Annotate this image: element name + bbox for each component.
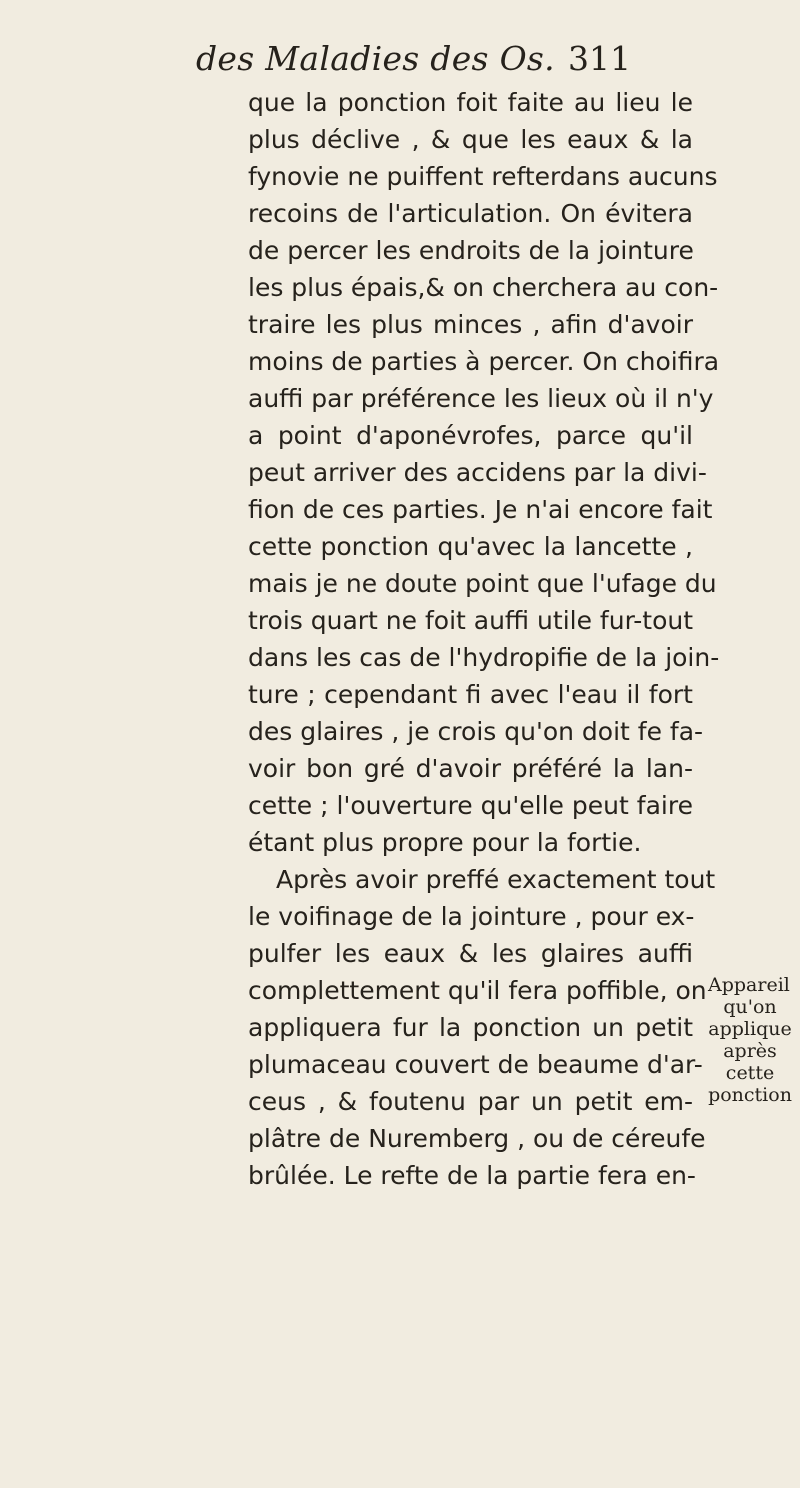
- text-line: complettement qu'il fera poffible, on: [248, 976, 707, 1005]
- text-line: plumaceau couvert de beaume d'ar-: [248, 1050, 703, 1079]
- margin-note-line: Appareil: [708, 974, 790, 996]
- text-line: le voifinage de la jointure , pour ex-: [248, 902, 695, 931]
- body-text: [248, 84, 720, 1194]
- running-title: des Maladies des Os.: [196, 39, 555, 78]
- text-line: plus déclive , & que les eaux & la: [248, 125, 693, 154]
- text-line: fynovie ne puiffent refterdans aucuns: [248, 162, 718, 191]
- text-line: a point d'aponévrofes, parce qu'il: [248, 421, 693, 450]
- margin-note-line: après: [723, 1040, 777, 1062]
- text-line: des glaires , je crois qu'on doit fe fa-: [248, 717, 704, 746]
- text-line: brûlée. Le refte de la partie fera en-: [248, 1161, 696, 1190]
- text-line: étant plus propre pour la fortie.: [248, 828, 642, 857]
- text-line: les plus épais,& on cherchera au con-: [248, 273, 719, 302]
- text-line: auffi par préférence les lieux où il n'y: [248, 384, 714, 413]
- text-line: que la ponction foit faite au lieu le: [248, 88, 693, 117]
- page-header: [196, 34, 786, 84]
- text-line: ture ; cependant fi avec l'eau il fort: [248, 680, 693, 709]
- text-line: trois quart ne foit auffi utile fur-tout: [248, 606, 694, 635]
- text-line: de percer les endroits de la jointure: [248, 236, 694, 265]
- text-line: mais je ne doute point que l'ufage du: [248, 569, 717, 598]
- text-line: peut arriver des accidens par la divi-: [248, 458, 707, 487]
- text-line: traire les plus minces , afin d'avoir: [248, 310, 693, 339]
- text-line: recoins de l'articulation. On évitera: [248, 199, 693, 228]
- margin-note-line: cette: [725, 1062, 775, 1084]
- text-line: plâtre de Nuremberg , ou de céreufe: [248, 1124, 706, 1153]
- text-line: appliquera fur la ponction un petit: [248, 1013, 693, 1042]
- text-line: Après avoir preffé exactement tout: [276, 865, 716, 894]
- margin-note-line: qu'on: [723, 996, 777, 1018]
- margin-note-line: applique: [708, 1018, 792, 1040]
- text-line: voir bon gré d'avoir préféré la lan-: [248, 754, 693, 783]
- text-line: pulfer les eaux & les glaires auffi: [248, 939, 693, 968]
- text-line: dans les cas de l'hydropifie de la join-: [248, 643, 720, 672]
- text-line: fion de ces parties. Je n'ai encore fait: [248, 495, 713, 524]
- text-line: moins de parties à percer. On choifira: [248, 347, 720, 376]
- text-line: cette ponction qu'avec la lancette ,: [248, 532, 693, 561]
- text-line: ceus , & foutenu par un petit em-: [248, 1087, 693, 1116]
- margin-note: [700, 974, 800, 1106]
- page-number: 311: [568, 39, 631, 78]
- text-line: cette ; l'ouverture qu'elle peut faire: [248, 791, 693, 820]
- margin-note-line: ponction: [708, 1084, 792, 1106]
